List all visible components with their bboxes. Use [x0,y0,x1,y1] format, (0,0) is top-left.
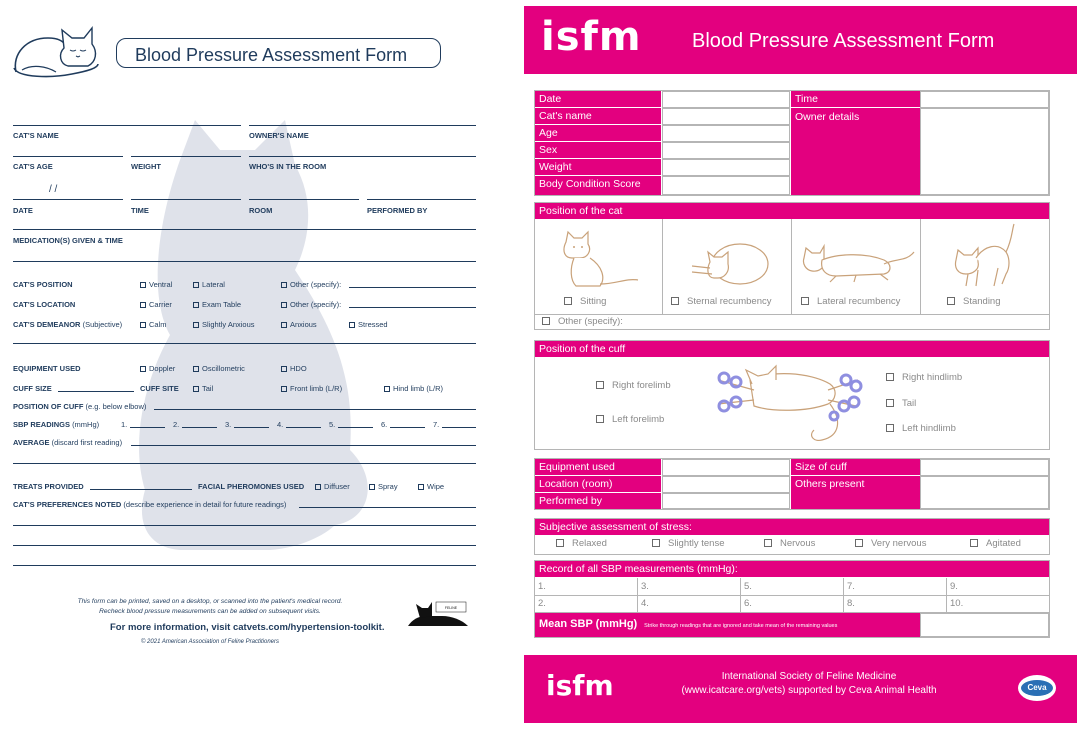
form-title: Blood Pressure Assessment Form [135,45,408,65]
cat-sitting-checkbox[interactable]: Sitting [564,296,606,307]
cat-standing-checkbox[interactable]: Standing [947,296,1001,307]
sbp-number-4: 4. [277,420,284,429]
form-title-pill [116,38,441,68]
footer-line-2: Recheck blood pressure measurements can be added on subsequent visits. [99,608,321,615]
others-present-label: Others present [791,476,920,509]
stress-relaxed-checkbox[interactable]: Relaxed [556,538,607,549]
treats-label: TREATS PROVIDED [13,482,84,491]
feline-practitioners-logo-icon [406,598,470,630]
sbp-cell-5[interactable]: 5. [744,581,752,592]
cat-silhouette-watermark [120,120,380,560]
footer-line-1: This form can be printed, saved on a desktop, or scanned into the patient's medical record. [77,598,343,605]
time-label: TIME [131,206,149,215]
sbp-cell-2[interactable]: 2. [538,598,546,609]
position-lateral-checkbox[interactable]: Lateral [193,280,225,289]
location-room-label: Location (room) [535,476,661,492]
age-input[interactable] [662,125,790,142]
cat-other-checkbox[interactable]: Other (specify): [542,316,623,327]
sbp-number-3: 3. [225,420,232,429]
date-line[interactable] [13,199,123,200]
ceva-logo-icon: Ceva [1018,675,1056,701]
cat-cuff-diagram-icon [710,360,870,446]
sbp-reading-2-line[interactable] [182,427,217,428]
sbp-number-2: 2. [173,420,180,429]
demeanor-calm-checkbox[interactable]: Calm [140,320,167,329]
cuff-size-label: CUFF SIZE [13,384,52,393]
isfm-form [524,6,1077,723]
position-of-cuff-line[interactable] [154,409,476,410]
demeanor-slightly-anxious-checkbox[interactable]: Slightly Anxious [193,320,255,329]
pheromones-spray-checkbox[interactable]: Spray [369,482,398,491]
performed-by-input[interactable] [662,493,790,509]
cuff-tail-checkbox[interactable]: Tail [886,398,916,409]
bcs-label: Body Condition Score [535,176,661,195]
others-present-input[interactable] [920,476,1049,509]
treats-line[interactable] [90,489,192,490]
isfm-footer-line-1: International Society of Feline Medicine [721,671,897,682]
cuff-hind-limb-checkbox[interactable]: Hind limb (L/R) [384,384,443,393]
cuff-site-label: CUFF SITE [140,384,179,393]
cat-lateral-recumbency-icon [796,238,918,286]
sbp-number-1: 1. [121,420,128,429]
cuff-left-forelimb-checkbox[interactable]: Left forelimb [596,414,664,425]
position-of-cuff-header: Position of the cuff [535,341,1049,357]
position-of-cuff-label: POSITION OF CUFF (e.g. below elbow) [13,402,147,411]
divider [791,219,792,314]
isfm-footer-line-2[interactable]: (www.icatcare.org/vets) supported by Ceva Animal Health [681,685,937,696]
stress-very-nervous-checkbox[interactable]: Very nervous [855,538,926,549]
position-other-checkbox[interactable]: Other (specify): [281,280,341,289]
cat-lateral-checkbox[interactable]: Lateral recumbency [801,296,900,307]
divider [946,578,947,612]
medication-label: MEDICATION(S) GIVEN & TIME [13,236,123,245]
divider [920,219,921,314]
divider [662,219,663,314]
sbp-cell-4[interactable]: 4. [641,598,649,609]
equipment-hdo-checkbox[interactable]: HDO [281,364,307,373]
sbp-number-6: 6. [381,420,388,429]
cat-standing-icon [948,222,1028,290]
age-label: Age [535,125,661,141]
sbp-cell-3[interactable]: 3. [641,581,649,592]
sbp-cell-1[interactable]: 1. [538,581,546,592]
date-label: DATE [13,206,33,215]
isfm-logo: isfm [541,14,642,60]
divider [843,578,844,612]
sbp-reading-6-line[interactable] [390,427,425,428]
aafp-form [0,0,490,730]
position-label: CAT'S POSITION [13,280,73,289]
sbp-readings-label: SBP READINGS (mmHg) [13,420,100,429]
cuff-front-limb-checkbox[interactable]: Front limb (L/R) [281,384,342,393]
average-label: AVERAGE (discard first reading) [13,438,123,447]
medication-line[interactable] [13,261,476,262]
preferences-line-3[interactable] [13,545,476,546]
stress-header: Subjective assessment of stress: [535,519,1049,535]
stress-agitated-checkbox[interactable]: Agitated [970,538,1021,549]
performed-by-line[interactable] [367,199,476,200]
location-label: CAT'S LOCATION [13,300,76,309]
sbp-cell-7[interactable]: 7. [847,581,855,592]
position-other-line[interactable] [349,287,476,288]
cat-sternal-checkbox[interactable]: Sternal recumbency [671,296,771,307]
room-line[interactable] [249,199,359,200]
divider [637,578,638,612]
divider [13,343,476,344]
cat-logo-icon [12,24,104,80]
sbp-cell-10[interactable]: 10. [950,598,964,609]
performed-by-label: Performed by [535,493,661,509]
sbp-cell-9[interactable]: 9. [950,581,958,592]
location-room-input[interactable] [662,476,790,493]
sbp-reading-1-line[interactable] [130,427,165,428]
isfm-footer [524,655,1077,723]
cuff-tail-checkbox[interactable]: Tail [193,384,213,393]
isfm-title: Blood Pressure Assessment Form [692,30,995,52]
pheromones-label: FACIAL PHEROMONES USED [198,482,305,491]
sbp-cell-8[interactable]: 8. [847,598,855,609]
weight-label: WEIGHT [131,162,161,171]
cats-name-label: CAT'S NAME [13,131,59,140]
svg-text:FELINE: FELINE [444,606,458,610]
cats-name-input[interactable] [662,108,790,125]
preferences-label: CAT'S PREFERENCES NOTED (describe experience in detail for future readings) [13,500,287,509]
mean-sbp-input[interactable] [920,613,1049,637]
sex-label: Sex [535,142,661,158]
time-input[interactable] [920,91,1049,108]
location-exam-table-checkbox[interactable]: Exam Table [193,300,241,309]
cats-name-label: Cat's name [535,108,661,124]
equipment-oscillometric-checkbox[interactable]: Oscillometric [193,364,245,373]
bcs-input[interactable] [662,176,790,195]
date-input[interactable] [662,91,790,108]
equipment-used-label: Equipment used [535,459,661,475]
isfm-header [524,6,1077,74]
sbp-reading-3-line[interactable] [234,427,269,428]
stress-slightly-tense-checkbox[interactable]: Slightly tense [652,538,725,549]
divider [13,463,476,464]
time-line[interactable] [131,199,241,200]
divider [534,314,1050,315]
sbp-cell-6[interactable]: 6. [744,598,752,609]
owner-details-label: Owner details [791,108,920,195]
cats-name-line[interactable] [13,125,241,126]
location-carrier-checkbox[interactable]: Carrier [140,300,172,309]
cuff-right-hindlimb-checkbox[interactable]: Right hindlimb [886,372,962,383]
location-other-line[interactable] [349,307,476,308]
cat-sitting-icon [554,228,649,290]
cats-age-label: CAT'S AGE [13,162,53,171]
owner-details-input[interactable] [920,108,1049,195]
performed-by-label: PERFORMED BY [367,206,428,215]
stress-nervous-checkbox[interactable]: Nervous [764,538,815,549]
owners-name-line[interactable] [249,125,476,126]
divider [740,578,741,612]
divider [13,229,476,230]
sbp-reading-4-line[interactable] [286,427,321,428]
whos-in-room-line[interactable] [249,156,476,157]
sbp-number-7: 7. [433,420,440,429]
footer-copyright: © 2021 American Association of Feline Practitioners [140,639,280,645]
equipment-doppler-checkbox[interactable]: Doppler [140,364,175,373]
equipment-label: EQUIPMENT USED [13,364,81,373]
preferences-line-2[interactable] [13,525,476,526]
weight-line[interactable] [131,156,241,157]
isfm-footer-logo: isfm [546,669,614,702]
mean-sbp-note: Strike through readings that are ignored and take mean of the remaining values [644,623,838,629]
average-line[interactable] [131,445,476,446]
room-label: ROOM [249,206,273,215]
size-of-cuff-label: Size of cuff [791,459,920,475]
demeanor-stressed-checkbox[interactable]: Stressed [349,320,388,329]
preferences-line-4[interactable] [13,565,476,566]
mean-sbp-box [535,613,920,637]
mean-sbp-label: Mean SBP (mmHg) [539,618,638,630]
divider [534,595,1050,596]
demeanor-anxious-checkbox[interactable]: Anxious [281,320,317,329]
location-other-checkbox[interactable]: Other (specify): [281,300,341,309]
pheromones-diffuser-checkbox[interactable]: Diffuser [315,482,350,491]
date-slashes: / / [49,184,58,195]
cat-sternal-recumbency-icon [682,232,777,292]
cuff-size-line[interactable] [58,391,134,392]
position-ventral-checkbox[interactable]: Ventral [140,280,172,289]
whos-in-room-label: WHO'S IN THE ROOM [249,162,327,171]
time-label: Time [791,91,920,107]
weight-label: Weight [535,159,661,175]
weight-input[interactable] [662,159,790,176]
sbp-header: Record of all SBP measurements (mmHg): [535,561,1049,577]
demeanor-label: CAT'S DEMEANOR (Subjective) [13,320,123,329]
pheromones-wipe-checkbox[interactable]: Wipe [418,482,444,491]
cuff-left-hindlimb-checkbox[interactable]: Left hindlimb [886,423,956,434]
cuff-right-forelimb-checkbox[interactable]: Right forelimb [596,380,671,391]
sbp-reading-5-line[interactable] [338,427,373,428]
preferences-line-1[interactable] [299,507,476,508]
equipment-used-input[interactable] [662,459,790,476]
size-of-cuff-input[interactable] [920,459,1049,476]
cats-age-line[interactable] [13,156,123,157]
sbp-number-5: 5. [329,420,336,429]
position-of-cat-header: Position of the cat [535,203,1049,219]
sex-input[interactable] [662,142,790,159]
footer-more-info[interactable]: For more information, visit catvets.com/hypertension-toolkit. [110,622,385,633]
owners-name-label: OWNER'S NAME [249,131,309,140]
date-label: Date [535,91,661,107]
sbp-reading-7-line[interactable] [442,427,476,428]
